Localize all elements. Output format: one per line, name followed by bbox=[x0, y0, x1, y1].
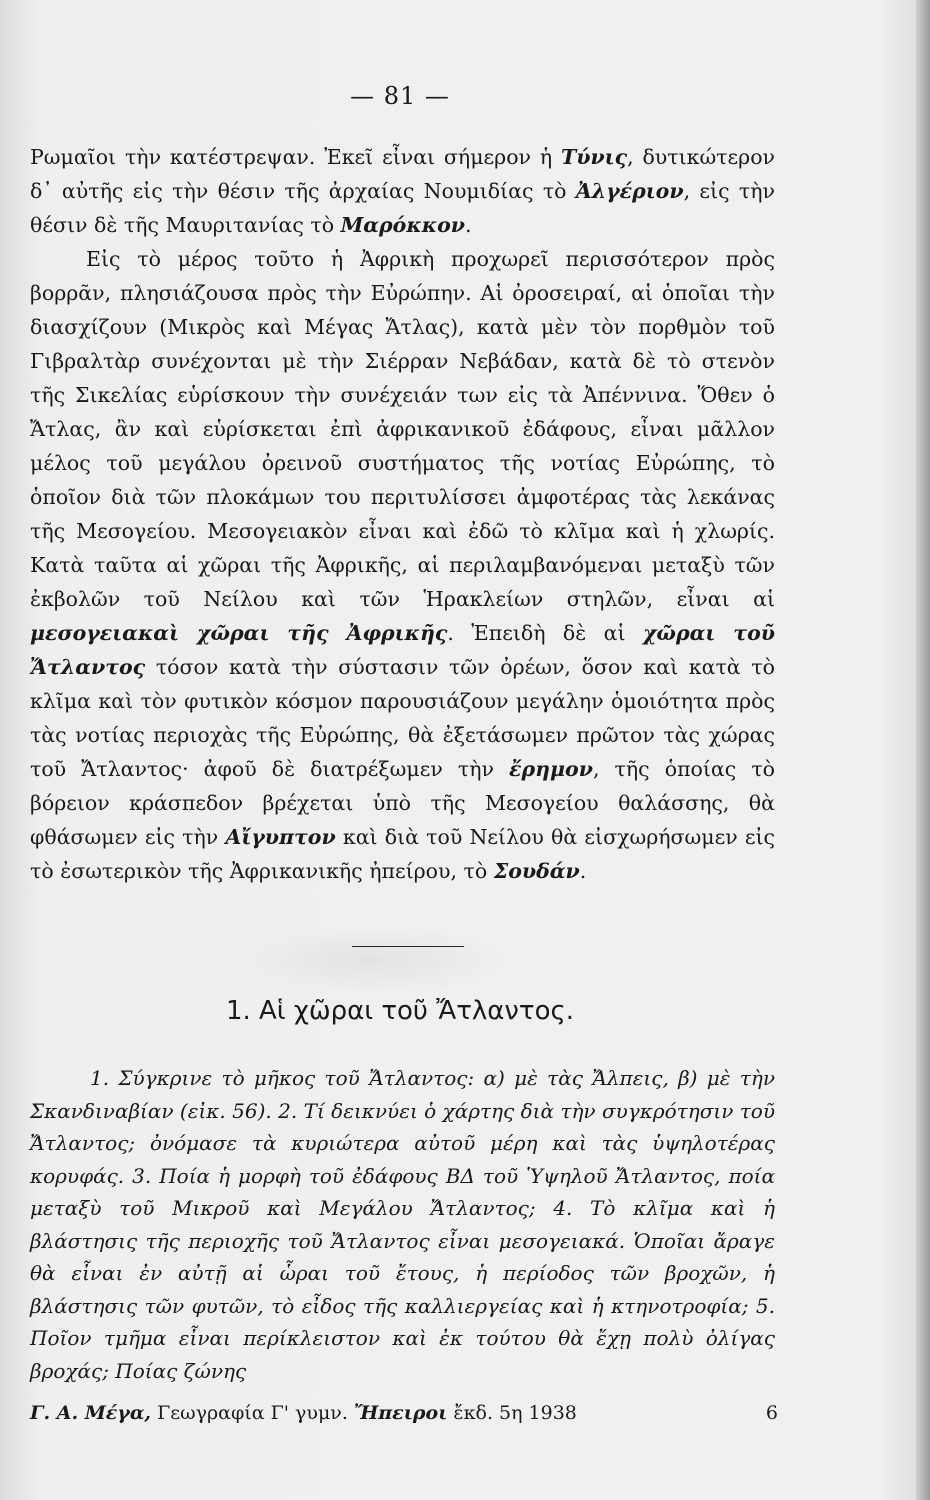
text-run: , τῆς ὁποίας τὸ βόρειον κράσπεδον βρέχεται ὑπὸ τῆς Μεσογείου θαλάσσης, θὰ φθάσωμεν εἰς τὴν bbox=[30, 757, 776, 849]
bold-term-tunis: Τύνις bbox=[560, 145, 628, 169]
paragraph-1 bbox=[30, 140, 775, 242]
text-run: . bbox=[464, 213, 472, 237]
ink-stain bbox=[230, 925, 510, 995]
bold-term-algerion: Ἀλγέριον bbox=[575, 179, 684, 203]
exercises-text: 1. Σύγκρινε τὸ μῆκος τοῦ Ἄτλαντος: α) μὲ τὰς Ἄλπεις, β) μὲ τὴν Σκανδιναβίαν (εἰκ. 56). 2. Τί δεικνύει ὁ χάρτης διὰ τὴν συγκρότησιν τοῦ Ἄτλαντος; ὀνόμασε τὰ κυριώτερα αὐτοῦ μέρη καὶ τὰς ὑψηλοτέρας κορυφάς. 3. Ποία ἡ μορφὴ τοῦ ἐδάφους ΒΔ τοῦ Ὑψηλοῦ Ἄτλαντος, ποία μεταξὺ τοῦ Μικροῦ καὶ Μεγάλου Ἄτλαντος; 4. Τὸ κλῖμα καὶ ἡ βλάστησις τῆς περιοχῆς τοῦ Ἄτλαντος εἶναι μεσογειακά. Ὁποῖαι ἄραγε θὰ εἶναι ἐν αὐτῇ αἱ ὧραι τοῦ ἔτους, ἡ περίοδος τῶν βροχῶν, ἡ βλάστησις τῶν φυτῶν, τὸ εἶδος τῆς καλλιεργείας καὶ ἡ κτηνοτροφία; 5. Ποῖον τμῆμα εἶναι περίκλειστον καὶ ἐκ τούτου θὰ ἔχῃ πολὺ ὀλίγας βροχάς; Ποίας ζώνης bbox=[30, 1066, 775, 1383]
text-run: . bbox=[579, 859, 587, 883]
text-run: τόσον κατὰ τὴν σύστασιν τῶν ὀρέων, ὅσον καὶ κατὰ τὸ κλῖμα καὶ τὸν φυτικὸν κόσμον παρουσιάζουν μεγάλην ὁμοιότητα πρὸς τὰς νοτίας περιοχὰς τῆς Εὐρώπης, θὰ ἐξετάσωμεν πρῶτον τὰς χώρας τοῦ Ἄτλαντος· ἀφοῦ δὲ διατρέξωμεν τὴν bbox=[30, 655, 775, 781]
bold-term-soudan: Σουδάν bbox=[493, 859, 580, 883]
text-run: Ρωμαῖοι τὴν κατέστρεψαν. Ἐκεῖ εἶναι σήμερον ἡ bbox=[30, 145, 561, 169]
footer-book: Γεωγραφία Γ' γυμν. bbox=[151, 1402, 354, 1424]
footer-signature-number: 6 bbox=[765, 1402, 778, 1424]
text-run: . Ἐπειδὴ δὲ αἱ bbox=[447, 621, 643, 645]
bold-term-marokkon: Μαρόκκον bbox=[340, 213, 465, 237]
bold-term-mesogeiakai: μεσογειακαὶ χῶραι τῆς Ἀφρικῆς bbox=[30, 621, 448, 645]
footer-imprint bbox=[30, 1402, 577, 1424]
text-run: καὶ διὰ τοῦ Νείλου θὰ εἰσχωρήσωμεν εἰς τὸ ἐσωτερικὸν τῆς Ἀφρικανικῆς ἠπείρου, τὸ bbox=[30, 825, 775, 883]
page-spine-shadow bbox=[916, 0, 930, 1500]
footer-author: Γ. Α. Μέγα, bbox=[30, 1402, 152, 1424]
page-number: — 81 — bbox=[350, 82, 450, 110]
footer-publisher: Ἤπειροι bbox=[353, 1402, 448, 1424]
section-title: 1. Αἱ χῶραι τοῦ Ἄτλαντος. bbox=[225, 996, 575, 1026]
footer-edition: ἔκδ. 5η 1938 bbox=[447, 1402, 577, 1424]
text-run: , δυτικώτερον δ᾿ αὐτῆς εἰς τὴν θέσιν τῆς ἀρχαίας Νουμιδίας τὸ bbox=[30, 145, 775, 203]
bold-term-aigypton: Αἴγυπτον bbox=[225, 825, 336, 849]
bold-term-erimon: ἔρημον bbox=[509, 757, 593, 781]
separator-rule bbox=[352, 946, 464, 947]
text-run: Εἰς τὸ μέρος τοῦτο ἡ Ἀφρικὴ προχωρεῖ περισσότερον πρὸς βορρᾶν, πλησιάζουσα πρὸς τὴν Εὐρώπην. Αἱ ὀροσειραί, αἱ ὁποῖαι τὴν διασχίζουν (Μικρὸς καὶ Μέγας Ἄτλας), κατὰ μὲν τὸν πορθμὸν τοῦ Γιβραλτὰρ συνέχονται μὲ τὴν Σιέρραν Νεβάδαν, κατὰ δὲ τὸ στενὸν τῆς Σικελίας εὑρίσκουν τὴν συνέχειάν των εἰς τὰ Ἀπέννινα. Ὅθεν ὁ Ἄτλας, ἂν καὶ εὑρίσκεται ἐπὶ ἀφρικανικοῦ ἐδάφους, εἶναι μᾶλλον μέλος τοῦ μεγάλου ὀρεινοῦ συστήματος τῆς νοτίας Εὐρώπης, τὸ ὁποῖον διὰ τῶν πλοκάμων του περιτυλίσσει ἀμφοτέρας τὰς λεκάνας τῆς Μεσογείου. Μεσογειακὸν εἶναι καὶ ἐδῶ τὸ κλῖμα καὶ ἡ χλωρίς. Κατὰ ταῦτα αἱ χῶραι τῆς Ἀφρικῆς, αἱ περιλαμβανόμεναι μεταξὺ τῶν ἐκβολῶν τοῦ Νείλου καὶ τῶν Ἡρακλείων στηλῶν, εἶναι αἱ bbox=[30, 247, 775, 611]
footer bbox=[30, 1402, 778, 1424]
text-run: , εἰς τὴν θέσιν δὲ τῆς Μαυριτανίας τὸ bbox=[30, 179, 775, 237]
bold-term-xorai-atlantos: χῶραι τοῦ Ἄτλαντος bbox=[30, 621, 775, 679]
main-text bbox=[30, 140, 775, 888]
paragraph-2 bbox=[30, 242, 775, 888]
